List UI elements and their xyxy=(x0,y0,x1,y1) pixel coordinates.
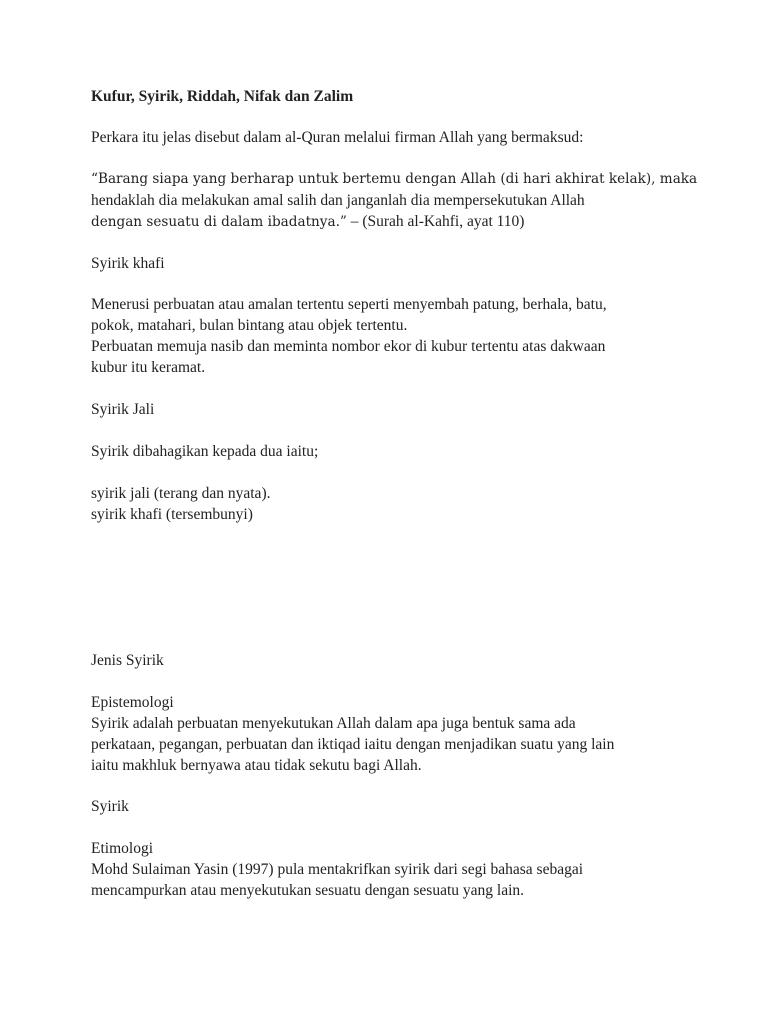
heading-syirik: Syirik xyxy=(91,798,129,815)
heading-jenis-syirik: Jenis Syirik xyxy=(91,652,164,669)
epistemologi-line-1: Syirik adalah perbuatan menyekutukan Allah dalam apa juga bentuk sama ada xyxy=(91,715,576,732)
syirik-khafi-line-2: pokok, matahari, bulan bintang atau objek tertentu. xyxy=(91,317,408,334)
syirik-khafi-line-3: Perbuatan memuja nasib dan meminta nombor ekor di kubur tertentu atas dakwaan xyxy=(91,338,606,355)
etimologi-line-2: mencampurkan atau menyekutukan sesuatu dengan sesuatu yang lain. xyxy=(91,882,525,899)
document-title: Kufur, Syirik, Riddah, Nifak dan Zalim xyxy=(91,88,354,105)
quote-line-3 xyxy=(91,211,524,233)
quote-text-end: dengan sesuatu di dalam ibadatnya.” xyxy=(91,214,347,230)
heading-syirik-jali: Syirik Jali xyxy=(91,401,155,418)
syirik-khafi-line-1: Menerusi perbuatan atau amalan tertentu seperti menyembah patung, berhala, batu, xyxy=(91,296,607,313)
list-item: syirik khafi (tersembunyi) xyxy=(91,506,253,523)
quote-reference: – (Surah al-Kahfi, ayat 110) xyxy=(346,213,525,230)
heading-syirik-khafi: Syirik khafi xyxy=(91,255,165,272)
list-item: syirik jali (terang dan nyata). xyxy=(91,485,271,502)
epistemologi-line-2: perkataan, pegangan, perbuatan dan iktiqad iaitu dengan menjadikan suatu yang lain xyxy=(91,736,615,753)
heading-etimologi: Etimologi xyxy=(91,840,153,857)
epistemologi-line-3: iaitu makhluk bernyawa atau tidak sekutu bagi Allah. xyxy=(91,757,422,774)
syirik-khafi-line-4: kubur itu keramat. xyxy=(91,359,206,376)
quote-line-1: “Barang siapa yang berharap untuk bertemu dengan Allah (di hari akhirat kelak), maka xyxy=(91,171,698,187)
quote-line-2: hendaklah dia melakukan amal salih dan janganlah dia mempersekutukan Allah xyxy=(91,192,585,209)
etimologi-line-1: Mohd Sulaiman Yasin (1997) pula mentakrifkan syirik dari segi bahasa sebagai xyxy=(91,861,584,878)
heading-epistemologi: Epistemologi xyxy=(91,694,174,711)
syirik-jali-intro: Syirik dibahagikan kepada dua iaitu; xyxy=(91,443,319,460)
intro-paragraph: Perkara itu jelas disebut dalam al-Quran melalui firman Allah yang bermaksud: xyxy=(91,129,584,146)
